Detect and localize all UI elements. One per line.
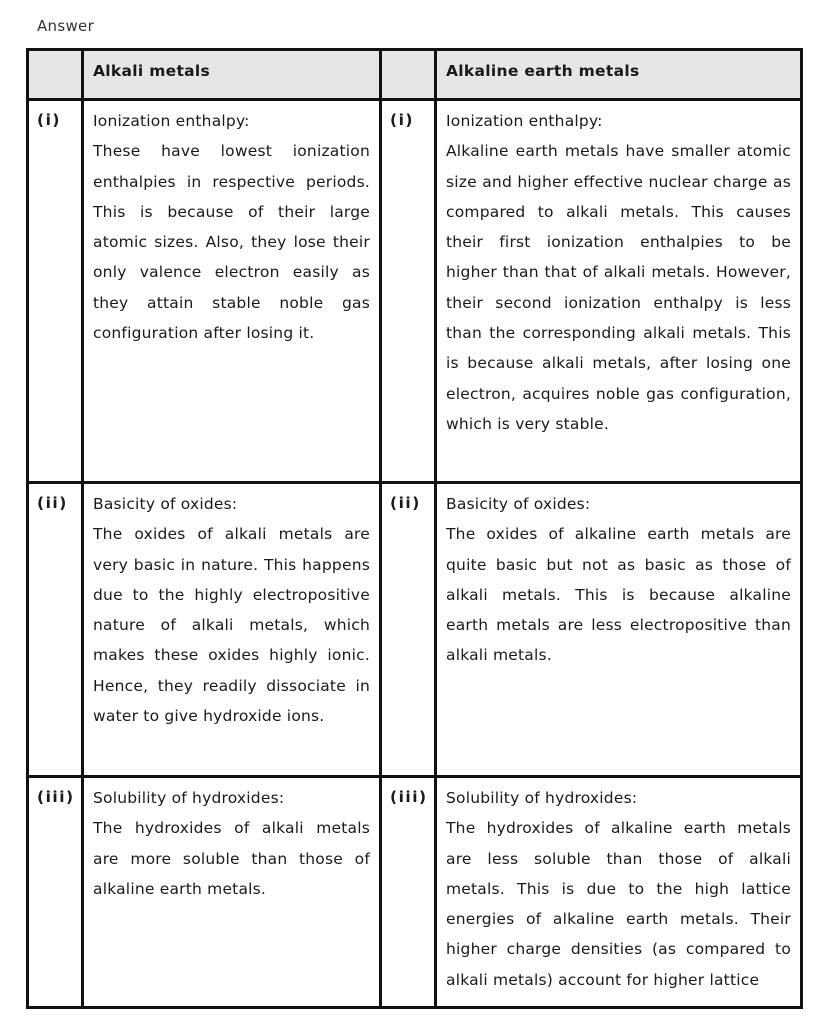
row-number-cell bbox=[28, 777, 83, 1008]
header-alkaline-earth bbox=[436, 50, 802, 100]
alkaline-earth-cell bbox=[436, 777, 802, 1008]
cell-text: These have lowest ionization enthalpies in respective periods. This is because of their large atomic sizes. Also, they lose their only valence electron easily as they attain stable noble gas configuration after losing it. bbox=[93, 142, 370, 343]
row-number-cell bbox=[381, 483, 436, 777]
alkaline-earth-cell bbox=[436, 483, 802, 777]
row-number: (ii) bbox=[37, 494, 68, 512]
row-number-cell bbox=[381, 100, 436, 483]
comparison-table bbox=[26, 48, 803, 1009]
cell-text: The oxides of alkaline earth metals are quite basic but not as basic as those of alkali metals. This is because alkaline earth metals are less electropositive than alkali metals. bbox=[446, 525, 791, 665]
table-row bbox=[28, 483, 802, 777]
row-number: (i) bbox=[37, 111, 61, 129]
alkali-cell bbox=[83, 100, 381, 483]
cell-text: The hydroxides of alkaline earth metals are less soluble than those of alkali metals. This is due to the high lattice energies of alkaline earth metals. Their higher charge densities (as compared to alkali metals) account for higher lattice bbox=[446, 819, 791, 989]
header-alkaline-earth-label: Alkaline earth metals bbox=[446, 62, 640, 80]
cell-text: Alkaline earth metals have smaller atomic size and higher effective nuclear charge as compared to alkali metals. This causes their first ionization enthalpies to be higher than that of alkali metals. However, their second ionization enthalpy is less than the corresponding alkali metals. This is because alkali metals, after losing one electron, acquires noble gas configuration, which is very stable. bbox=[446, 142, 791, 433]
row-number: (ii) bbox=[390, 494, 421, 512]
header-num-left bbox=[28, 50, 83, 100]
row-number: (i) bbox=[390, 111, 414, 129]
cell-text: The oxides of alkali metals are very basic in nature. This happens due to the highly electropositive nature of alkali metals, which makes these oxides highly ionic. Hence, they readily dissociate in water to give hydroxide ions. bbox=[93, 525, 370, 726]
cell-topic: Solubility of hydroxides: bbox=[93, 789, 285, 807]
row-number-cell bbox=[28, 100, 83, 483]
table-header-row bbox=[28, 50, 802, 100]
table-row bbox=[28, 777, 802, 1008]
alkali-cell bbox=[83, 483, 381, 777]
answer-heading: Answer bbox=[37, 17, 95, 35]
alkaline-earth-cell bbox=[436, 100, 802, 483]
row-number: (iii) bbox=[390, 788, 428, 806]
row-number-cell bbox=[381, 777, 436, 1008]
cell-topic: Ionization enthalpy: bbox=[446, 112, 603, 130]
cell-topic: Basicity of oxides: bbox=[446, 495, 591, 513]
header-alkali-label: Alkali metals bbox=[93, 62, 211, 80]
cell-text: The hydroxides of alkali metals are more soluble than those of alkaline earth metals. bbox=[93, 819, 370, 898]
cell-topic: Basicity of oxides: bbox=[93, 495, 238, 513]
alkali-cell bbox=[83, 777, 381, 1008]
header-num-right bbox=[381, 50, 436, 100]
header-alkali bbox=[83, 50, 381, 100]
cell-topic: Ionization enthalpy: bbox=[93, 112, 250, 130]
table-row bbox=[28, 100, 802, 483]
row-number-cell bbox=[28, 483, 83, 777]
cell-topic: Solubility of hydroxides: bbox=[446, 789, 638, 807]
row-number: (iii) bbox=[37, 788, 75, 806]
